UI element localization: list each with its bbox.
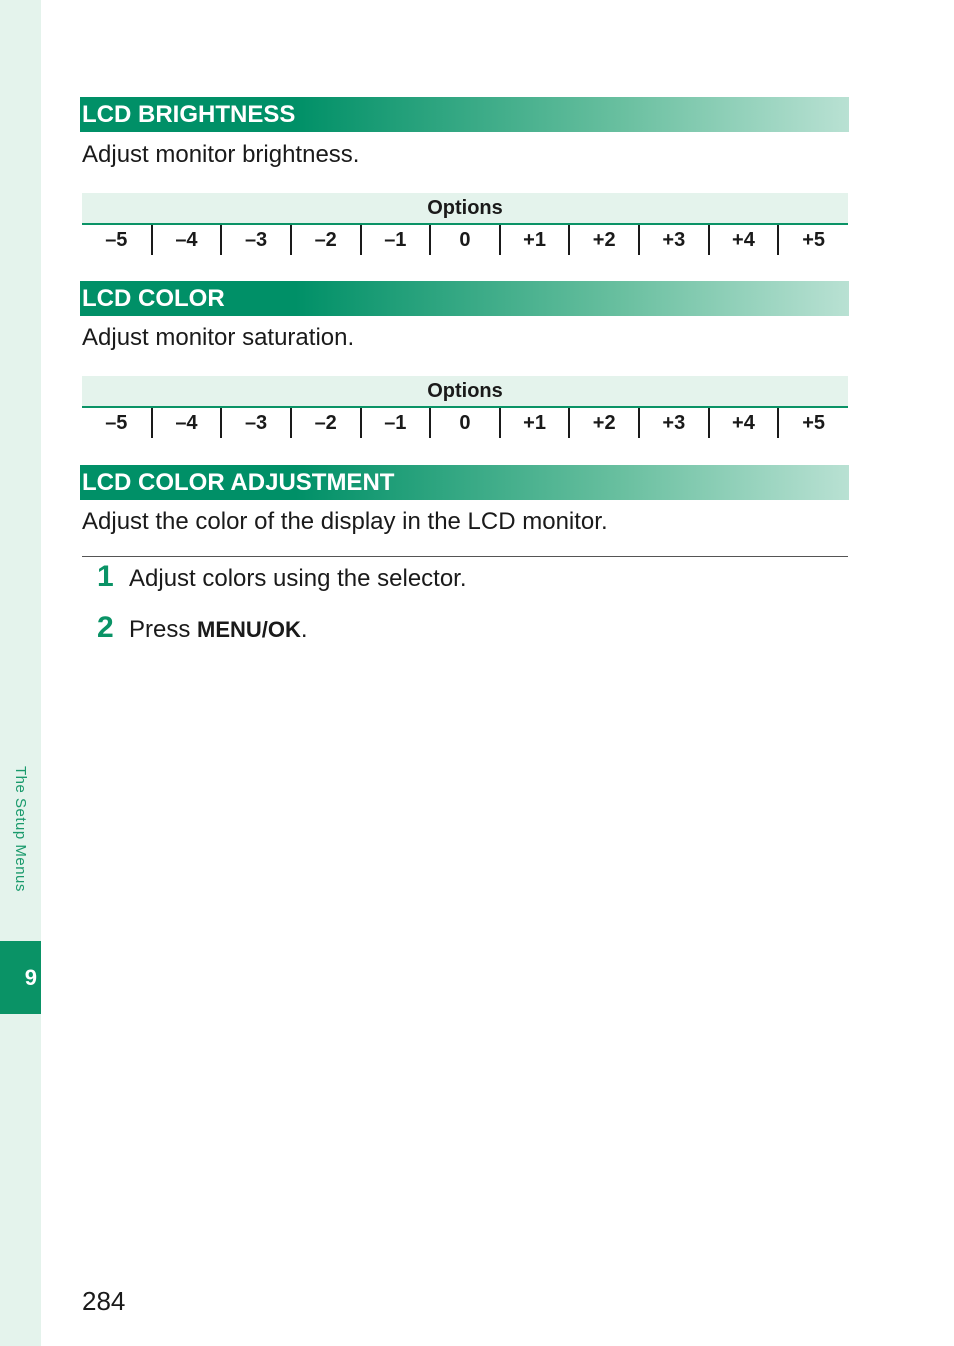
option-value: –2 bbox=[291, 407, 361, 438]
divider bbox=[82, 556, 848, 557]
sidebar-strip bbox=[0, 0, 41, 1346]
option-value: +2 bbox=[569, 407, 639, 438]
step-2 bbox=[97, 611, 308, 645]
option-value: –5 bbox=[105, 411, 128, 434]
page-number: 284 bbox=[82, 1286, 126, 1316]
section-title-lcd-color: LCD COLOR bbox=[80, 281, 849, 316]
step-1 bbox=[97, 560, 467, 594]
chapter-number: 9 bbox=[24, 964, 37, 990]
option-value: –2 bbox=[291, 224, 361, 255]
option-value: +3 bbox=[639, 407, 709, 438]
option-value: –1 bbox=[361, 224, 431, 255]
option-value: +5 bbox=[778, 224, 848, 255]
option-value: –4 bbox=[152, 224, 222, 255]
option-value: 0 bbox=[430, 224, 500, 255]
step-number: 2 bbox=[97, 611, 114, 644]
section-title-lcd-brightness: LCD BRIGHTNESS bbox=[80, 97, 849, 132]
step-text: Press bbox=[129, 616, 198, 643]
option-value: 0 bbox=[430, 407, 500, 438]
option-value: +1 bbox=[500, 224, 570, 255]
option-value: +3 bbox=[639, 224, 709, 255]
step-number: 1 bbox=[97, 560, 114, 593]
chapter-tab[interactable] bbox=[0, 941, 41, 1014]
options-table bbox=[82, 376, 848, 438]
menu-ok-button-label: MENU/OK bbox=[197, 617, 301, 642]
option-value: –3 bbox=[221, 224, 291, 255]
step-text: Adjust colors using the selector. bbox=[129, 565, 467, 592]
step-suffix: . bbox=[300, 616, 308, 643]
option-value: +4 bbox=[709, 407, 779, 438]
chapter-label: The Setup Menus bbox=[12, 766, 29, 892]
section-title-lcd-color-adjustment: LCD COLOR ADJUSTMENT bbox=[80, 465, 849, 500]
option-value: –1 bbox=[361, 407, 431, 438]
option-value: +5 bbox=[778, 407, 848, 438]
option-value: –4 bbox=[152, 407, 222, 438]
section-description: Adjust monitor saturation. bbox=[82, 324, 355, 351]
section-description: Adjust monitor brightness. bbox=[82, 141, 360, 168]
section-description: Adjust the color of the display in the LCD monitor. bbox=[82, 508, 608, 535]
option-value: +4 bbox=[709, 224, 779, 255]
option-value: –3 bbox=[221, 407, 291, 438]
options-table bbox=[82, 193, 848, 255]
options-header: Options bbox=[82, 193, 848, 224]
option-value: +1 bbox=[500, 407, 570, 438]
option-value: +2 bbox=[569, 224, 639, 255]
options-header: Options bbox=[82, 376, 848, 407]
option-value: –5 bbox=[105, 228, 128, 251]
